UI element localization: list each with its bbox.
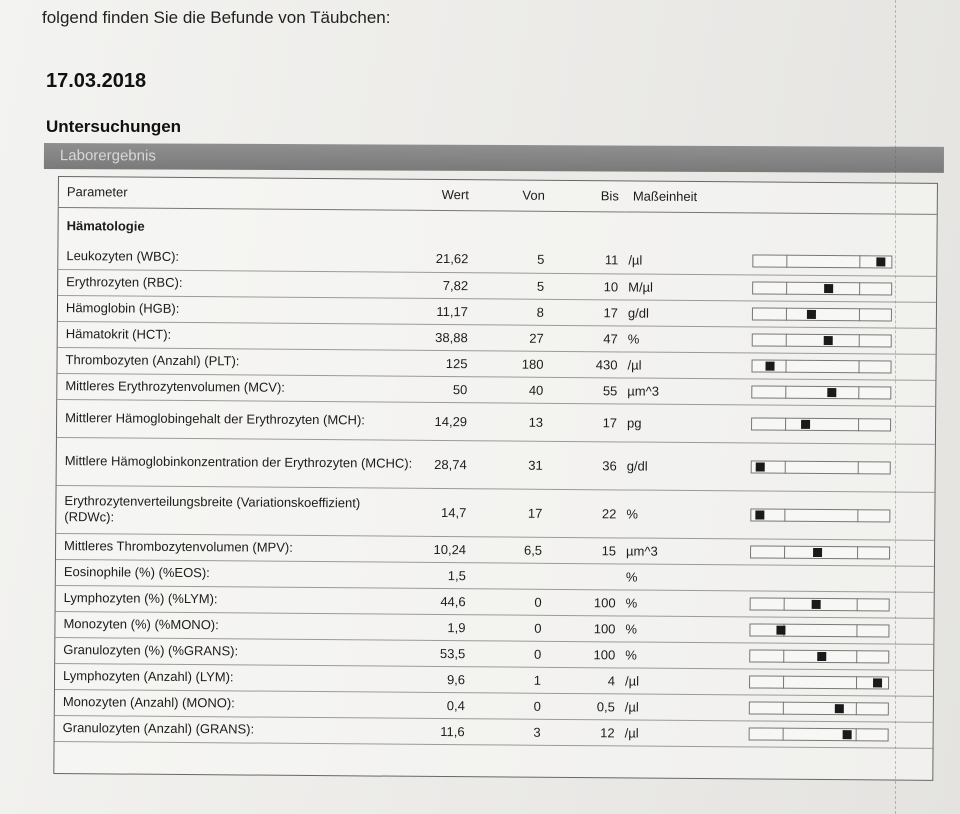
- range-indicator-bar: [752, 333, 892, 347]
- range-min-cell: 17: [470, 488, 546, 537]
- parameter-cell: Mittleres Erythrozytenvolumen (MCV):: [57, 373, 413, 402]
- range-indicator-cell: [742, 490, 934, 540]
- range-marker: [807, 309, 816, 318]
- parameter-cell: Eosinophile (%) (%EOS):: [56, 559, 412, 588]
- range-tick-low: [786, 281, 787, 294]
- range-indicator-bar: [751, 385, 891, 399]
- range-indicator-bar: [751, 460, 891, 474]
- value-cell: 44,6: [412, 588, 470, 614]
- range-marker: [824, 284, 833, 293]
- value-cell: 21,62: [414, 246, 472, 272]
- value-cell: 1,9: [411, 614, 469, 640]
- range-marker: [843, 730, 852, 739]
- range-min-cell: 3: [469, 718, 545, 745]
- range-indicator-cell: [742, 564, 934, 592]
- range-min-cell: 31: [471, 440, 547, 489]
- range-indicator-bar: [749, 649, 889, 663]
- lab-results-table: [53, 176, 938, 781]
- parameter-cell: Mittlerer Hämoglobingehalt der Erythrozyten (MCH):: [57, 399, 413, 440]
- range-indicator-bar: [749, 727, 889, 741]
- range-indicator-cell: [742, 590, 934, 618]
- value-cell: 50: [413, 376, 471, 402]
- range-tick-high: [857, 546, 858, 559]
- unit-cell: /µl: [621, 693, 741, 720]
- range-max-cell: 36: [547, 441, 623, 490]
- value-cell: 125: [413, 350, 471, 376]
- range-max-cell: 100: [546, 589, 622, 616]
- range-marker: [755, 510, 764, 519]
- unit-cell: %: [622, 563, 742, 590]
- range-tick-low: [783, 701, 784, 714]
- range-indicator-bar: [750, 597, 890, 611]
- range-indicator-cell: [741, 616, 933, 644]
- column-header-bis: Bis: [549, 181, 625, 212]
- unit-cell: %: [621, 641, 741, 668]
- range-max-cell: 12: [545, 719, 621, 746]
- column-header-wert: Wert: [415, 180, 473, 210]
- table-row: [55, 715, 933, 748]
- range-tick-low: [784, 508, 785, 521]
- value-cell: 10,24: [412, 536, 470, 562]
- range-max-cell: [546, 563, 622, 590]
- value-cell: 11,17: [414, 298, 472, 324]
- range-tick-high: [858, 386, 859, 399]
- range-min-cell: 0: [470, 588, 546, 615]
- parameter-cell: Leukozyten (WBC):: [58, 243, 414, 272]
- range-max-cell: 55: [547, 377, 623, 404]
- value-cell: 53,5: [411, 640, 469, 666]
- range-indicator-cell: [742, 538, 934, 566]
- unit-cell: µm^3: [623, 377, 743, 404]
- range-tick-low: [783, 675, 784, 688]
- range-tick-low: [784, 597, 785, 610]
- range-indicator-cell: [743, 404, 935, 444]
- range-marker: [876, 258, 885, 267]
- range-indicator-cell: [741, 642, 933, 670]
- range-indicator-bar: [750, 545, 890, 559]
- range-tick-high: [858, 461, 859, 474]
- parameter-cell: Monozyten (%) (%MONO):: [55, 611, 411, 640]
- range-tick-high: [858, 360, 859, 373]
- range-indicator-cell: [741, 668, 933, 696]
- range-max-cell: 100: [545, 615, 621, 642]
- parameter-cell: Erythrozytenverteilungsbreite (Variationskoeffizient) (RDWc):: [56, 485, 412, 536]
- range-marker: [827, 388, 836, 397]
- range-tick-high: [856, 702, 857, 715]
- range-indicator-cell: [743, 352, 935, 380]
- unit-cell: /µl: [621, 667, 741, 694]
- parameter-cell: Granulozyten (Anzahl) (GRANS):: [55, 715, 411, 744]
- unit-cell: pg: [623, 403, 743, 442]
- range-min-cell: 5: [472, 246, 548, 273]
- report-date: 17.03.2018: [46, 70, 147, 92]
- parameter-cell: Thrombozyten (Anzahl) (PLT):: [57, 347, 413, 376]
- unit-cell: %: [621, 615, 741, 642]
- lab-result-header-bar: [44, 143, 944, 173]
- range-min-cell: 13: [471, 402, 547, 441]
- parameter-cell: Erythrozyten (RBC):: [58, 269, 414, 298]
- value-cell: 38,88: [414, 324, 472, 350]
- range-tick-high: [859, 308, 860, 321]
- range-tick-low: [786, 255, 787, 268]
- range-max-cell: 100: [545, 641, 621, 668]
- range-tick-high: [856, 624, 857, 637]
- lab-result-header: Laborergebnis: [59, 147, 156, 165]
- range-indicator-bar: [752, 281, 892, 295]
- range-tick-high: [859, 334, 860, 347]
- range-tick-high: [857, 509, 858, 522]
- range-tick-low: [783, 727, 784, 740]
- range-indicator-bar: [750, 508, 890, 522]
- range-indicator-cell: [741, 694, 933, 722]
- range-marker: [824, 336, 833, 345]
- range-min-cell: 8: [472, 298, 548, 325]
- range-tick-high: [856, 728, 857, 741]
- range-tick-high: [859, 282, 860, 295]
- range-tick-low: [786, 307, 787, 320]
- range-marker: [801, 419, 810, 428]
- range-indicator-cell: [741, 720, 933, 748]
- range-indicator-cell: [744, 248, 936, 276]
- paper-fold-line: [895, 0, 896, 814]
- parameter-cell: Monozyten (Anzahl) (MONO):: [55, 689, 411, 718]
- value-cell: 1,5: [412, 562, 470, 588]
- parameter-cell: Lymphozyten (%) (%LYM):: [56, 585, 412, 614]
- range-min-cell: 1: [469, 666, 545, 693]
- unit-cell: %: [622, 489, 742, 538]
- range-max-cell: 17: [548, 299, 624, 326]
- range-indicator-cell: [744, 274, 936, 302]
- group-label: Hämatologie: [66, 217, 145, 234]
- range-min-cell: 5: [472, 272, 548, 299]
- unit-cell: M/µl: [624, 273, 744, 300]
- range-tick-low: [786, 333, 787, 346]
- unit-cell: g/dl: [624, 299, 744, 326]
- value-cell: 7,82: [414, 272, 472, 298]
- parameter-cell: Mittleres Thrombozytenvolumen (MPV):: [56, 533, 412, 562]
- range-marker: [776, 625, 785, 634]
- range-max-cell: 22: [546, 489, 622, 538]
- range-max-cell: 17: [547, 403, 623, 442]
- range-max-cell: 430: [547, 351, 623, 378]
- column-header-unit: Maßeinheit: [625, 181, 745, 212]
- column-header-range: [745, 182, 937, 214]
- unit-cell: /µl: [624, 247, 744, 274]
- range-tick-low: [785, 385, 786, 398]
- range-tick-low: [784, 545, 785, 558]
- range-indicator-cell: [744, 326, 936, 354]
- range-tick-low: [785, 417, 786, 430]
- range-tick-high: [856, 650, 857, 663]
- range-max-cell: 15: [546, 537, 622, 564]
- column-header-parameter: Parameter: [59, 177, 415, 210]
- range-marker: [756, 462, 765, 471]
- unit-cell: g/dl: [623, 441, 743, 490]
- range-tick-low: [783, 649, 784, 662]
- range-indicator-bar: [749, 623, 889, 637]
- range-min-cell: [470, 562, 546, 589]
- parameter-cell: Hämoglobin (HGB):: [58, 295, 414, 324]
- range-min-cell: 6,5: [470, 536, 546, 563]
- range-max-cell: 0,5: [545, 693, 621, 720]
- range-marker: [765, 361, 774, 370]
- intro-text: folgend finden Sie die Befunde von Täubchen:: [42, 8, 391, 27]
- range-max-cell: 10: [548, 273, 624, 300]
- range-indicator-cell: [743, 378, 935, 406]
- parameter-cell: Granulozyten (%) (%GRANS):: [55, 637, 411, 666]
- range-indicator-bar: [752, 255, 892, 269]
- range-indicator-bar: [749, 675, 889, 689]
- range-min-cell: 27: [472, 324, 548, 351]
- range-marker: [813, 547, 822, 556]
- range-min-cell: 0: [469, 614, 545, 641]
- range-min-cell: 40: [471, 376, 547, 403]
- range-min-cell: 180: [471, 350, 547, 377]
- range-marker: [817, 651, 826, 660]
- parameter-cell: Mittlere Hämoglobinkonzentration der Erythrozyten (MCHC):: [57, 437, 413, 488]
- range-marker: [835, 704, 844, 713]
- value-cell: 14,29: [413, 402, 471, 440]
- range-indicator-bar: [749, 701, 889, 715]
- range-tick-high: [857, 598, 858, 611]
- unit-cell: %: [622, 589, 742, 616]
- range-marker: [873, 678, 882, 687]
- unit-cell: µm^3: [622, 537, 742, 564]
- unit-cell: /µl: [623, 351, 743, 378]
- range-max-cell: 47: [548, 325, 624, 352]
- table-row: [57, 437, 935, 492]
- table-row: [56, 485, 934, 540]
- range-tick-low: [785, 359, 786, 372]
- range-tick-high: [858, 418, 859, 431]
- unit-cell: %: [624, 325, 744, 352]
- range-indicator-bar: [751, 417, 891, 431]
- range-max-cell: 4: [545, 667, 621, 694]
- value-cell: 28,74: [413, 440, 471, 488]
- value-cell: 11,6: [411, 718, 469, 744]
- value-cell: 14,7: [412, 488, 470, 536]
- range-indicator-bar: [752, 307, 892, 321]
- parameter-cell: Hämatokrit (HCT):: [58, 321, 414, 350]
- range-indicator-bar: [751, 359, 891, 373]
- range-tick-low: [785, 460, 786, 473]
- range-max-cell: 11: [548, 247, 624, 274]
- range-tick-high: [859, 256, 860, 269]
- parameter-cell: Lymphozyten (Anzahl) (LYM):: [55, 663, 411, 692]
- range-min-cell: 0: [469, 692, 545, 719]
- range-tick-high: [856, 676, 857, 689]
- range-min-cell: 0: [469, 640, 545, 667]
- range-indicator-cell: [744, 300, 936, 328]
- column-header-von: Von: [473, 180, 549, 211]
- unit-cell: /µl: [621, 719, 741, 746]
- value-cell: 9,6: [411, 666, 469, 692]
- range-indicator-cell: [743, 442, 935, 492]
- range-marker: [812, 599, 821, 608]
- section-title: Untersuchungen: [46, 117, 182, 136]
- value-cell: 0,4: [411, 692, 469, 718]
